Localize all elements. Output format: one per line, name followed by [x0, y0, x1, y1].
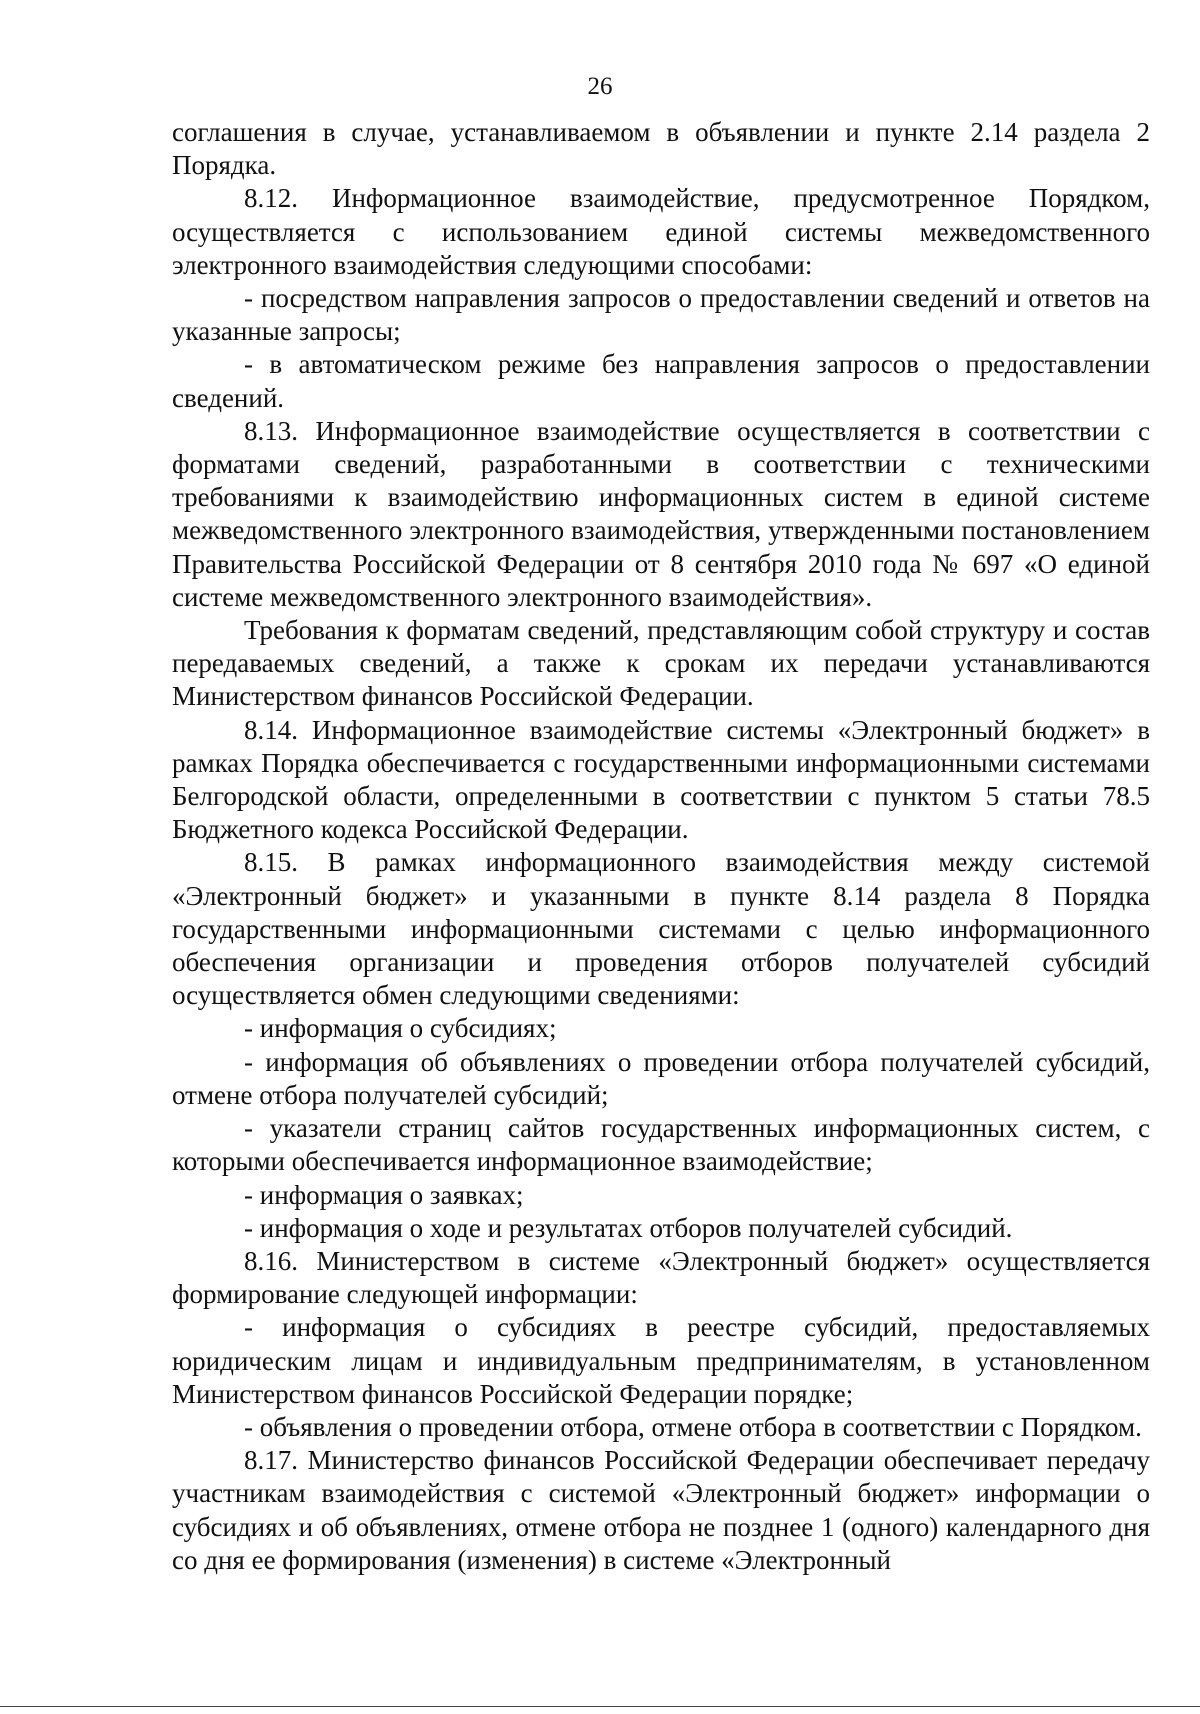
- paragraph: - указатели страниц сайтов государственных информационных систем, с которыми обеспечивается информационное взаимодействие;: [172, 1113, 1150, 1177]
- page-number: 26: [587, 73, 613, 100]
- paragraph: соглашения в случае, устанавливаемом в объявлении и пункте 2.14 раздела 2 Порядка.: [172, 117, 1150, 181]
- page-bottom-edge: [0, 1706, 1200, 1707]
- paragraph: 8.16. Министерством в системе «Электронный бюджет» осуществляется формирование следующей информации:: [172, 1245, 1150, 1310]
- paragraph: - информация о ходе и результатах отборов получателей субсидий.: [244, 1212, 1013, 1243]
- paragraph: 8.14. Информационное взаимодействие системы «Электронный бюджет» в рамках Порядка обеспечивается с государственными информационными системами Белгородской области, определенными в соответствии с пунктом 5 статьи 78.5 Бюджетного кодекса Российской Федерации.: [172, 714, 1150, 845]
- document-body: [172, 116, 1150, 1577]
- paragraph: - информация об объявлениях о проведении отбора получателей субсидий, отмене отбора получателей субсидий;: [172, 1046, 1150, 1110]
- paragraph: - информация о заявках;: [244, 1179, 524, 1210]
- paragraph: - информация о субсидиях;: [244, 1013, 557, 1044]
- paragraph: 8.15. В рамках информационного взаимодействия между системой «Электронный бюджет» и указанными в пункте 8.14 раздела 8 Порядка государственными информационными системами с целью информационного обеспечения организации и проведения отборов получателей субсидий осуществляется обмен следующими сведениями:: [172, 847, 1150, 1011]
- paragraph: 8.17. Министерство финансов Российской Федерации обеспечивает передачу участникам взаимодействия с системой «Электронный бюджет» информации о субсидиях и об объявлениях, отмене отбора не позднее 1 (одного) календарного дня со дня ее формирования (изменения) в системе «Электронный: [172, 1445, 1150, 1575]
- paragraph: 8.12. Информационное взаимодействие, предусмотренное Порядком, осуществляется с использованием единой системы межведомственного электронного взаимодействия следующими способами:: [172, 183, 1150, 280]
- paragraph: - в автоматическом режиме без направления запросов о предоставлении сведений.: [172, 349, 1150, 413]
- paragraph: - информация о субсидиях в реестре субсидий, предоставляемых юридическим лицам и индивидуальным предпринимателям, в установленном Министерством финансов Российской Федерации порядке;: [172, 1312, 1150, 1409]
- paragraph: - объявления о проведении отбора, отмене отбора в соответствии с Порядком.: [244, 1411, 1142, 1442]
- paragraph: - посредством направления запросов о предоставлении сведений и ответов на указанные запросы;: [172, 283, 1150, 347]
- paragraph: 8.13. Информационное взаимодействие осуществляется в соответствии с форматами сведений, разработанными в соответствии с техническими требованиями к взаимодействию информационных систем в единой системе межведомственного электронного взаимодействия, утвержденными постановлением Правительства Российской Федерации от 8 сентября 2010 года № 697 «О единой системе межведомственного электронного взаимодействия».: [172, 415, 1150, 612]
- paragraph: Требования к форматам сведений, представляющим собой структуру и состав передаваемых сведений, а также к срокам их передачи устанавливаются Министерством финансов Российской Федерации.: [172, 615, 1150, 712]
